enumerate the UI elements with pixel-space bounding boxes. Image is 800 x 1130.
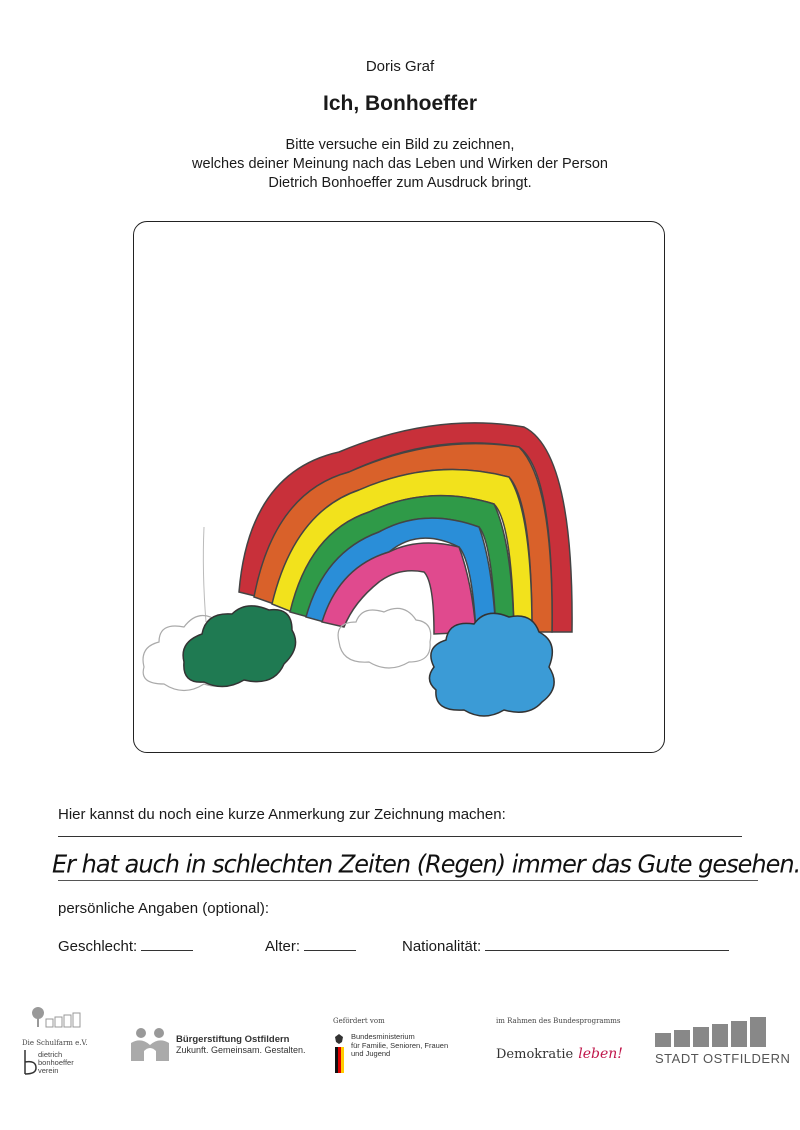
city-bars-icon	[655, 1013, 775, 1047]
instruction-line: welches deiner Meinung nach das Leben und Wirken der Person	[192, 156, 608, 172]
leben-text: leben!	[578, 1046, 623, 1062]
stadt-ostfildern-logo	[655, 1013, 790, 1066]
rainbow-drawing	[134, 222, 665, 753]
gender-field[interactable]	[58, 937, 193, 955]
tree-icon	[22, 1005, 82, 1033]
program-label: im Rahmen des Bundesprogramms	[496, 1017, 621, 1025]
nationality-field[interactable]	[402, 937, 729, 955]
outline-cloud-middle	[338, 608, 431, 668]
bonhoeffer-b-icon	[22, 1050, 38, 1076]
gender-label: Geschlecht:	[58, 938, 138, 955]
schulfarm-logo	[22, 1005, 88, 1076]
green-cloud	[183, 606, 295, 687]
buergerstiftung-logo	[130, 1027, 306, 1061]
funded-by-label: Gefördert vom	[333, 1017, 385, 1025]
ministry-line: für Familie, Senioren, Frauen	[351, 1040, 449, 1050]
demokratie-text: Demokratie	[496, 1047, 574, 1062]
nationality-blank[interactable]	[485, 937, 729, 951]
demokratie-leben-logo	[496, 1017, 623, 1062]
handwriting-underline	[58, 880, 758, 881]
sponsor-logos	[0, 1005, 800, 1085]
people-icon	[130, 1027, 170, 1061]
city-name: STADT OSTFILDERN	[655, 1051, 791, 1066]
ministry-logo	[333, 1017, 448, 1073]
buergerstiftung-name: Bürgerstiftung Ostfildern	[176, 1033, 290, 1045]
instruction-line: Bitte versuche ein Bild zu zeichnen,	[285, 137, 515, 153]
age-blank[interactable]	[304, 937, 356, 951]
ministry-line: Bundesministerium	[351, 1032, 415, 1041]
gender-blank[interactable]	[141, 937, 193, 951]
author-name: Doris Graf	[365, 58, 435, 75]
age-label: Alter:	[265, 938, 301, 955]
bonhoeffer-verein: dietrich bonhoeffer verein	[38, 1050, 74, 1075]
drawing-frame	[133, 221, 665, 753]
instructions	[0, 136, 800, 193]
page-title: Ich, Bonhoeffer	[322, 92, 477, 115]
remark-line	[58, 836, 742, 837]
eagle-icon	[333, 1033, 345, 1045]
age-field[interactable]	[265, 937, 356, 955]
handwritten-remark: Er hat auch in schlechten Zeiten (Regen) immer das Gute gesehen.	[52, 849, 800, 879]
nationality-label: Nationalität:	[402, 938, 482, 955]
remark-prompt: Hier kannst du noch eine kurze Anmerkung zur Zeichnung machen:	[58, 806, 506, 823]
schulfarm-name: Die Schulfarm e.V.	[22, 1039, 88, 1047]
buergerstiftung-tagline: Zukunft. Gemeinsam. Gestalten.	[176, 1044, 306, 1055]
ministry-line: und Jugend	[351, 1049, 391, 1058]
personal-info-label: persönliche Angaben (optional):	[58, 900, 269, 917]
instruction-line: Dietrich Bonhoeffer zum Ausdruck bringt.	[268, 175, 532, 191]
